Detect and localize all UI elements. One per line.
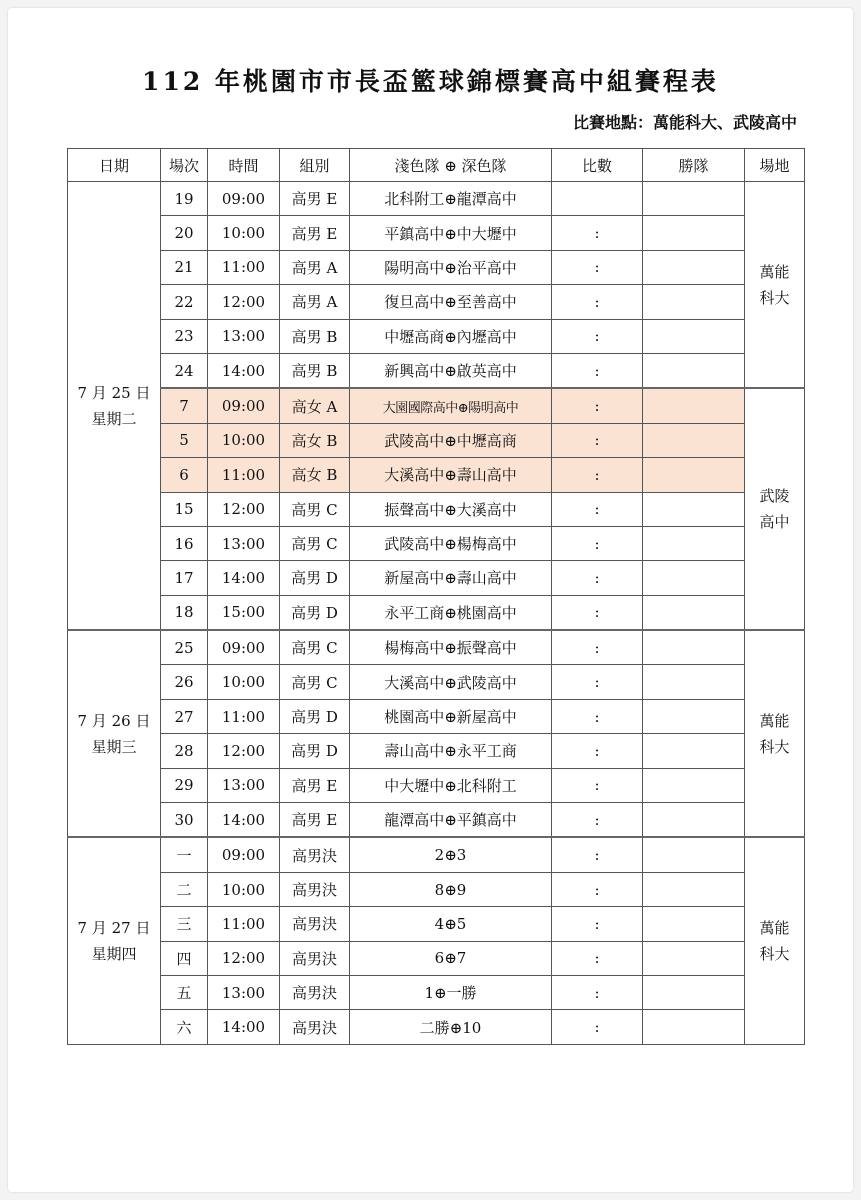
group-cell: 高男決 bbox=[280, 872, 350, 906]
game-no-cell: 29 bbox=[161, 768, 208, 802]
header-row bbox=[68, 149, 805, 182]
winner-cell bbox=[643, 837, 745, 872]
winner-cell bbox=[643, 526, 745, 560]
game-no-cell: 五 bbox=[161, 975, 208, 1009]
time-cell: 09:00 bbox=[208, 837, 280, 872]
venue-name-line: 科大 bbox=[759, 945, 790, 964]
teams-cell: 新興高中⊕啟英高中 bbox=[350, 353, 552, 388]
game-no-cell: 一 bbox=[161, 837, 208, 872]
teams-cell: 永平工商⊕桃園高中 bbox=[350, 595, 552, 630]
group-cell: 高男 E bbox=[280, 803, 350, 838]
weekday-text: 星期三 bbox=[91, 737, 137, 756]
winner-cell bbox=[643, 768, 745, 802]
table-row bbox=[68, 837, 805, 872]
teams-cell: 陽明高中⊕治平高中 bbox=[350, 250, 552, 284]
winner-cell bbox=[643, 250, 745, 284]
teams-cell: 大園國際高中⊕陽明高中 bbox=[350, 388, 552, 423]
group-cell: 高男 D bbox=[280, 595, 350, 630]
group-cell: 高男 E bbox=[280, 768, 350, 802]
time-cell: 10:00 bbox=[208, 665, 280, 699]
table-row bbox=[68, 768, 805, 802]
group-cell: 高男決 bbox=[280, 975, 350, 1009]
teams-cell: 4⊕5 bbox=[350, 907, 552, 941]
winner-cell bbox=[643, 285, 745, 319]
time-cell: 10:00 bbox=[208, 423, 280, 457]
table-row bbox=[68, 526, 805, 560]
table-row bbox=[68, 388, 805, 423]
venue-name-line: 萬能 bbox=[759, 711, 790, 730]
game-no-cell: 六 bbox=[161, 1010, 208, 1044]
game-no-cell: 15 bbox=[161, 492, 208, 526]
game-no-cell: 16 bbox=[161, 526, 208, 560]
game-no-cell: 26 bbox=[161, 665, 208, 699]
header-teams: 淺色隊 ⊕ 深色隊 bbox=[350, 149, 552, 182]
winner-cell bbox=[643, 561, 745, 595]
teams-cell: 大溪高中⊕武陵高中 bbox=[350, 665, 552, 699]
score-cell: : bbox=[552, 907, 643, 941]
table-row bbox=[68, 319, 805, 353]
winner-cell bbox=[643, 595, 745, 630]
score-cell: : bbox=[552, 526, 643, 560]
winner-cell bbox=[643, 319, 745, 353]
weekday-text: 星期四 bbox=[91, 945, 137, 964]
group-cell: 高男決 bbox=[280, 907, 350, 941]
table-row bbox=[68, 699, 805, 733]
table-row bbox=[68, 872, 805, 906]
score-cell: : bbox=[552, 216, 643, 250]
date-text: 7 月 27 日 bbox=[77, 919, 151, 938]
group-cell: 高男 C bbox=[280, 665, 350, 699]
score-cell: : bbox=[552, 665, 643, 699]
teams-cell: 大溪高中⊕壽山高中 bbox=[350, 458, 552, 492]
teams-cell: 復旦高中⊕至善高中 bbox=[350, 285, 552, 319]
date-text: 7 月 26 日 bbox=[77, 711, 151, 730]
header-venue: 場地 bbox=[745, 149, 805, 182]
teams-cell: 龍潭高中⊕平鎮高中 bbox=[350, 803, 552, 838]
venue-name-line: 萬能 bbox=[759, 262, 790, 281]
schedule-body bbox=[68, 182, 805, 1045]
time-cell: 13:00 bbox=[208, 319, 280, 353]
score-cell bbox=[552, 182, 643, 216]
winner-cell bbox=[643, 353, 745, 388]
time-cell: 13:00 bbox=[208, 975, 280, 1009]
game-no-cell: 19 bbox=[161, 182, 208, 216]
score-cell: : bbox=[552, 768, 643, 802]
group-cell: 高女 A bbox=[280, 388, 350, 423]
table-row bbox=[68, 665, 805, 699]
table-row bbox=[68, 975, 805, 1009]
group-cell: 高男 B bbox=[280, 319, 350, 353]
group-cell: 高男 A bbox=[280, 250, 350, 284]
score-cell: : bbox=[552, 630, 643, 665]
game-no-cell: 22 bbox=[161, 285, 208, 319]
teams-cell: 2⊕3 bbox=[350, 837, 552, 872]
teams-cell: 桃園高中⊕新屋高中 bbox=[350, 699, 552, 733]
winner-cell bbox=[643, 458, 745, 492]
teams-cell: 1⊕一勝 bbox=[350, 975, 552, 1009]
header-score: 比數 bbox=[552, 149, 643, 182]
time-cell: 11:00 bbox=[208, 907, 280, 941]
score-cell: : bbox=[552, 319, 643, 353]
group-cell: 高男 C bbox=[280, 630, 350, 665]
teams-cell: 武陵高中⊕楊梅高中 bbox=[350, 526, 552, 560]
group-cell: 高男 D bbox=[280, 734, 350, 768]
time-cell: 11:00 bbox=[208, 699, 280, 733]
winner-cell bbox=[643, 182, 745, 216]
header-time: 時間 bbox=[208, 149, 280, 182]
teams-cell: 中大壢中⊕北科附工 bbox=[350, 768, 552, 802]
table-row bbox=[68, 458, 805, 492]
score-cell: : bbox=[552, 699, 643, 733]
venue-name-line: 武陵 bbox=[759, 487, 790, 506]
winner-cell bbox=[643, 975, 745, 1009]
winner-cell bbox=[643, 423, 745, 457]
score-cell: : bbox=[552, 595, 643, 630]
header-group: 組別 bbox=[280, 149, 350, 182]
winner-cell bbox=[643, 699, 745, 733]
teams-cell: 6⊕7 bbox=[350, 941, 552, 975]
winner-cell bbox=[643, 630, 745, 665]
venue-cell bbox=[745, 837, 805, 1044]
venue-name-line: 萬能 bbox=[759, 919, 790, 938]
time-cell: 09:00 bbox=[208, 182, 280, 216]
time-cell: 15:00 bbox=[208, 595, 280, 630]
winner-cell bbox=[643, 734, 745, 768]
table-row bbox=[68, 250, 805, 284]
score-cell: : bbox=[552, 492, 643, 526]
game-no-cell: 二 bbox=[161, 872, 208, 906]
venue-line: 比賽地點：萬能科大、武陵高中 bbox=[572, 113, 797, 132]
table-row bbox=[68, 1010, 805, 1044]
group-cell: 高男決 bbox=[280, 1010, 350, 1044]
table-row bbox=[68, 216, 805, 250]
time-cell: 14:00 bbox=[208, 803, 280, 838]
teams-cell: 北科附工⊕龍潭高中 bbox=[350, 182, 552, 216]
date-cell bbox=[68, 837, 161, 1044]
table-row bbox=[68, 492, 805, 526]
time-cell: 11:00 bbox=[208, 458, 280, 492]
group-cell: 高男 C bbox=[280, 492, 350, 526]
teams-cell: 中壢高商⊕內壢高中 bbox=[350, 319, 552, 353]
game-no-cell: 四 bbox=[161, 941, 208, 975]
group-cell: 高男 E bbox=[280, 182, 350, 216]
winner-cell bbox=[643, 1010, 745, 1044]
venue-name-line: 高中 bbox=[759, 513, 790, 532]
table-row bbox=[68, 907, 805, 941]
game-no-cell: 17 bbox=[161, 561, 208, 595]
winner-cell bbox=[643, 907, 745, 941]
time-cell: 13:00 bbox=[208, 526, 280, 560]
group-cell: 高男 E bbox=[280, 216, 350, 250]
game-no-cell: 21 bbox=[161, 250, 208, 284]
time-cell: 09:00 bbox=[208, 388, 280, 423]
game-no-cell: 25 bbox=[161, 630, 208, 665]
score-cell: : bbox=[552, 285, 643, 319]
table-row bbox=[68, 285, 805, 319]
game-no-cell: 5 bbox=[161, 423, 208, 457]
page-title: 112 年桃園市市長盃籃球錦標賽高中組賽程表 bbox=[142, 67, 719, 96]
teams-cell: 平鎮高中⊕中大壢中 bbox=[350, 216, 552, 250]
score-cell: : bbox=[552, 458, 643, 492]
group-cell: 高男決 bbox=[280, 941, 350, 975]
score-cell: : bbox=[552, 561, 643, 595]
time-cell: 10:00 bbox=[208, 872, 280, 906]
table-row bbox=[68, 734, 805, 768]
group-cell: 高女 B bbox=[280, 423, 350, 457]
venue-cell bbox=[745, 182, 805, 389]
teams-cell: 新屋高中⊕壽山高中 bbox=[350, 561, 552, 595]
time-cell: 11:00 bbox=[208, 250, 280, 284]
teams-cell: 二勝⊕10 bbox=[350, 1010, 552, 1044]
winner-cell bbox=[643, 388, 745, 423]
game-no-cell: 27 bbox=[161, 699, 208, 733]
weekday-text: 星期二 bbox=[91, 409, 137, 428]
score-cell: : bbox=[552, 1010, 643, 1044]
table-row bbox=[68, 595, 805, 630]
schedule-table bbox=[67, 148, 805, 1045]
date-cell bbox=[68, 630, 161, 837]
game-no-cell: 24 bbox=[161, 353, 208, 388]
header-winner: 勝隊 bbox=[643, 149, 745, 182]
table-row bbox=[68, 941, 805, 975]
teams-cell: 振聲高中⊕大溪高中 bbox=[350, 492, 552, 526]
venue-name-line: 科大 bbox=[759, 737, 790, 756]
time-cell: 14:00 bbox=[208, 561, 280, 595]
table-row bbox=[68, 423, 805, 457]
winner-cell bbox=[643, 216, 745, 250]
time-cell: 09:00 bbox=[208, 630, 280, 665]
score-cell: : bbox=[552, 803, 643, 838]
time-cell: 14:00 bbox=[208, 353, 280, 388]
time-cell: 12:00 bbox=[208, 734, 280, 768]
teams-cell: 楊梅高中⊕振聲高中 bbox=[350, 630, 552, 665]
table-row bbox=[68, 803, 805, 838]
venue-cell bbox=[745, 388, 805, 630]
group-cell: 高男 D bbox=[280, 561, 350, 595]
score-cell: : bbox=[552, 353, 643, 388]
winner-cell bbox=[643, 941, 745, 975]
score-cell: : bbox=[552, 734, 643, 768]
group-cell: 高男 C bbox=[280, 526, 350, 560]
score-cell: : bbox=[552, 975, 643, 1009]
score-cell: : bbox=[552, 423, 643, 457]
game-no-cell: 28 bbox=[161, 734, 208, 768]
winner-cell bbox=[643, 872, 745, 906]
date-cell bbox=[68, 182, 161, 631]
group-cell: 高男 B bbox=[280, 353, 350, 388]
header-date: 日期 bbox=[68, 149, 161, 182]
teams-cell: 武陵高中⊕中壢高商 bbox=[350, 423, 552, 457]
winner-cell bbox=[643, 803, 745, 838]
table-row bbox=[68, 353, 805, 388]
winner-cell bbox=[643, 665, 745, 699]
time-cell: 12:00 bbox=[208, 492, 280, 526]
header-game-no: 場次 bbox=[161, 149, 208, 182]
group-cell: 高男 D bbox=[280, 699, 350, 733]
table-row bbox=[68, 182, 805, 216]
time-cell: 13:00 bbox=[208, 768, 280, 802]
score-cell: : bbox=[552, 872, 643, 906]
group-cell: 高女 B bbox=[280, 458, 350, 492]
score-cell: : bbox=[552, 388, 643, 423]
game-no-cell: 20 bbox=[161, 216, 208, 250]
game-no-cell: 6 bbox=[161, 458, 208, 492]
teams-cell: 8⊕9 bbox=[350, 872, 552, 906]
teams-cell: 壽山高中⊕永平工商 bbox=[350, 734, 552, 768]
venue-cell bbox=[745, 630, 805, 837]
score-cell: : bbox=[552, 941, 643, 975]
game-no-cell: 18 bbox=[161, 595, 208, 630]
time-cell: 12:00 bbox=[208, 941, 280, 975]
winner-cell bbox=[643, 492, 745, 526]
score-cell: : bbox=[552, 837, 643, 872]
group-cell: 高男 A bbox=[280, 285, 350, 319]
time-cell: 12:00 bbox=[208, 285, 280, 319]
game-no-cell: 三 bbox=[161, 907, 208, 941]
score-cell: : bbox=[552, 250, 643, 284]
group-cell: 高男決 bbox=[280, 837, 350, 872]
time-cell: 10:00 bbox=[208, 216, 280, 250]
game-no-cell: 7 bbox=[161, 388, 208, 423]
table-row bbox=[68, 630, 805, 665]
game-no-cell: 23 bbox=[161, 319, 208, 353]
table-row bbox=[68, 561, 805, 595]
venue-name-line: 科大 bbox=[759, 288, 790, 307]
date-text: 7 月 25 日 bbox=[77, 383, 151, 402]
game-no-cell: 30 bbox=[161, 803, 208, 838]
time-cell: 14:00 bbox=[208, 1010, 280, 1044]
